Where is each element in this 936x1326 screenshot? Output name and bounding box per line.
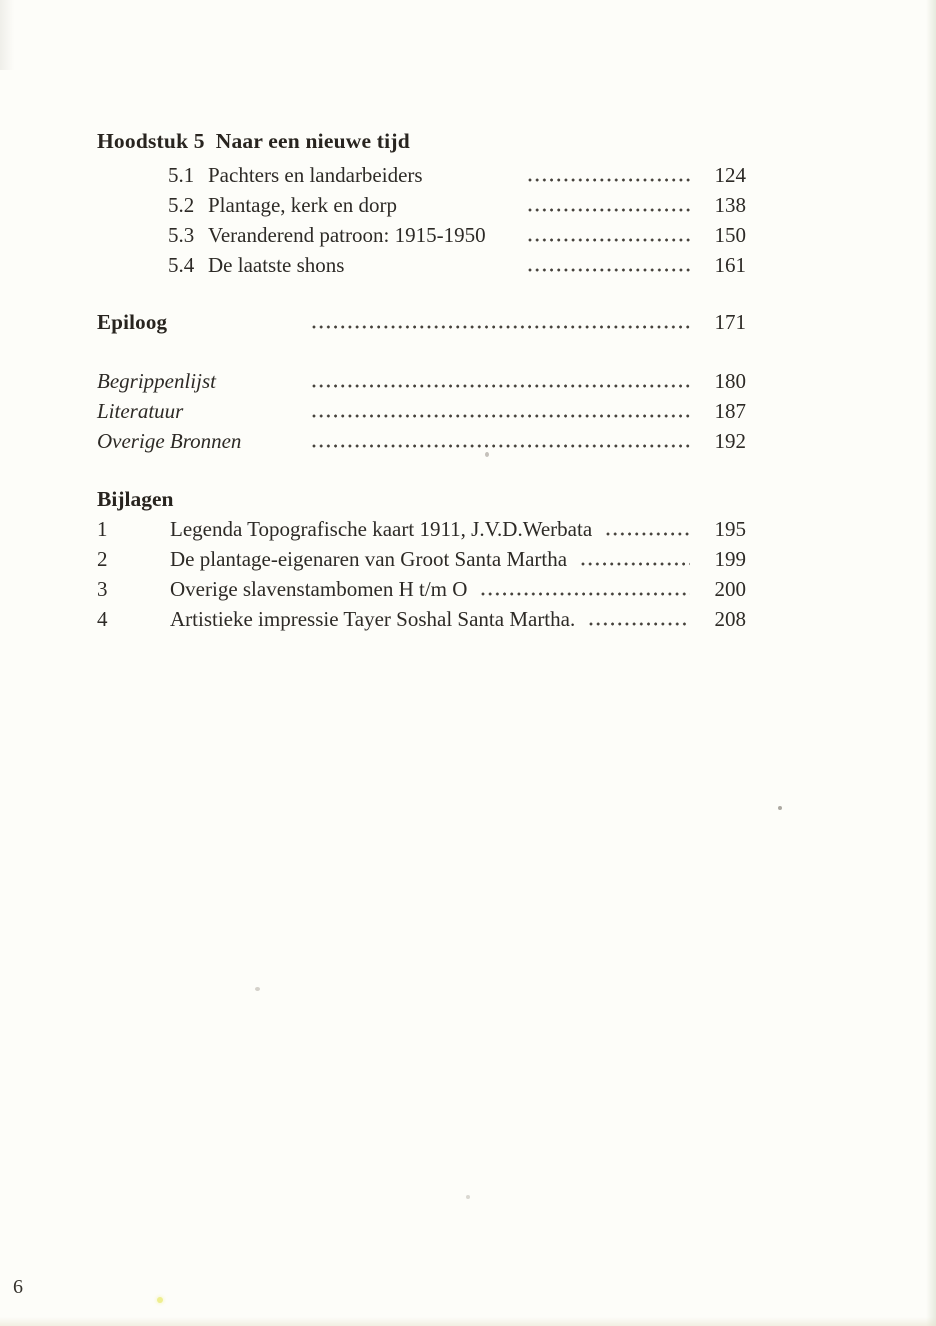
appendix-page: 208 [714,607,746,631]
appendix-title: Overige slavenstambomen H t/m O [170,577,468,601]
dot-leader [528,220,690,250]
toc-entry-number: 5.1 [168,163,195,187]
scan-edge-bottom [0,1317,936,1326]
dot-leader [312,426,690,456]
toc-entry [97,574,746,604]
dot-leader [528,250,690,280]
scan-speck [485,452,489,457]
appendices-heading: Bijlagen [97,487,174,511]
toc-entry-number: 5.2 [168,193,195,217]
dot-leader [481,574,690,604]
back-matter-page: 192 [714,429,746,453]
scan-speck [255,987,260,991]
back-matter-entries [97,366,746,456]
toc-entry-title: Veranderend patroon: 1915-1950 [208,223,486,247]
toc-entry-title: Plantage, kerk en dorp [208,193,397,217]
appendix-page: 199 [714,547,746,571]
appendix-title: De plantage-eigenaren van Groot Santa Martha [170,547,568,571]
toc-entry-page: 124 [714,163,746,187]
chapter-heading [97,126,746,156]
toc-entry [97,604,746,634]
dot-leader [581,544,690,574]
back-matter-label: Overige Bronnen [97,429,242,453]
toc-entry-number: 5.4 [168,253,195,277]
epilogue-page: 171 [714,310,746,334]
dot-leader [312,366,690,396]
dot-leader [312,396,690,426]
toc-entry [97,544,746,574]
toc-entry [168,160,746,190]
back-matter-page: 180 [714,369,746,393]
back-matter-label: Begrippenlijst [97,369,216,393]
appendix-title: Artistieke impressie Tayer Soshal Santa Martha. [170,607,576,631]
toc-entry [97,514,746,544]
back-matter-page: 187 [714,399,746,423]
appendix-number: 4 [97,607,108,631]
appendix-number: 3 [97,577,108,601]
toc-entry-title: Pachters en landarbeiders [208,163,423,187]
page-number: 6 [13,1276,23,1298]
scan-speck-yellow [157,1297,163,1303]
epilogue-label: Epiloog [97,310,168,334]
appendix-entries [97,514,746,634]
dot-leader [528,160,690,190]
toc-entry-page: 138 [714,193,746,217]
appendix-title: Legenda Topografische kaart 1911, J.V.D.Werbata [170,517,593,541]
appendix-page: 195 [714,517,746,541]
scan-edge-right [926,0,936,1326]
toc-content [97,126,746,634]
appendix-page: 200 [714,577,746,601]
scan-edge-top-left [0,0,14,70]
chapter-entries [168,160,746,280]
toc-entry [168,220,746,250]
toc-entry-title: De laatste shons [208,253,345,277]
scan-speck [466,1195,470,1199]
dot-leader [606,514,690,544]
toc-entry-number: 5.3 [168,223,195,247]
appendix-number: 1 [97,517,108,541]
appendix-number: 2 [97,547,108,571]
toc-entry [97,396,746,426]
scan-speck [778,806,782,810]
toc-entry-page: 150 [714,223,746,247]
back-matter-label: Literatuur [97,399,184,423]
chapter-heading-number: Hoodstuk 5 [97,129,205,153]
dot-leader [589,604,690,634]
dot-leader [312,307,690,337]
toc-entry [168,190,746,220]
toc-entry [97,426,746,456]
toc-entry [97,366,746,396]
toc-entry-epilogue [97,307,746,337]
toc-entry-page: 161 [714,253,746,277]
chapter-heading-title: Naar een nieuwe tijd [215,129,410,153]
dot-leader [528,190,690,220]
toc-entry [168,250,746,280]
